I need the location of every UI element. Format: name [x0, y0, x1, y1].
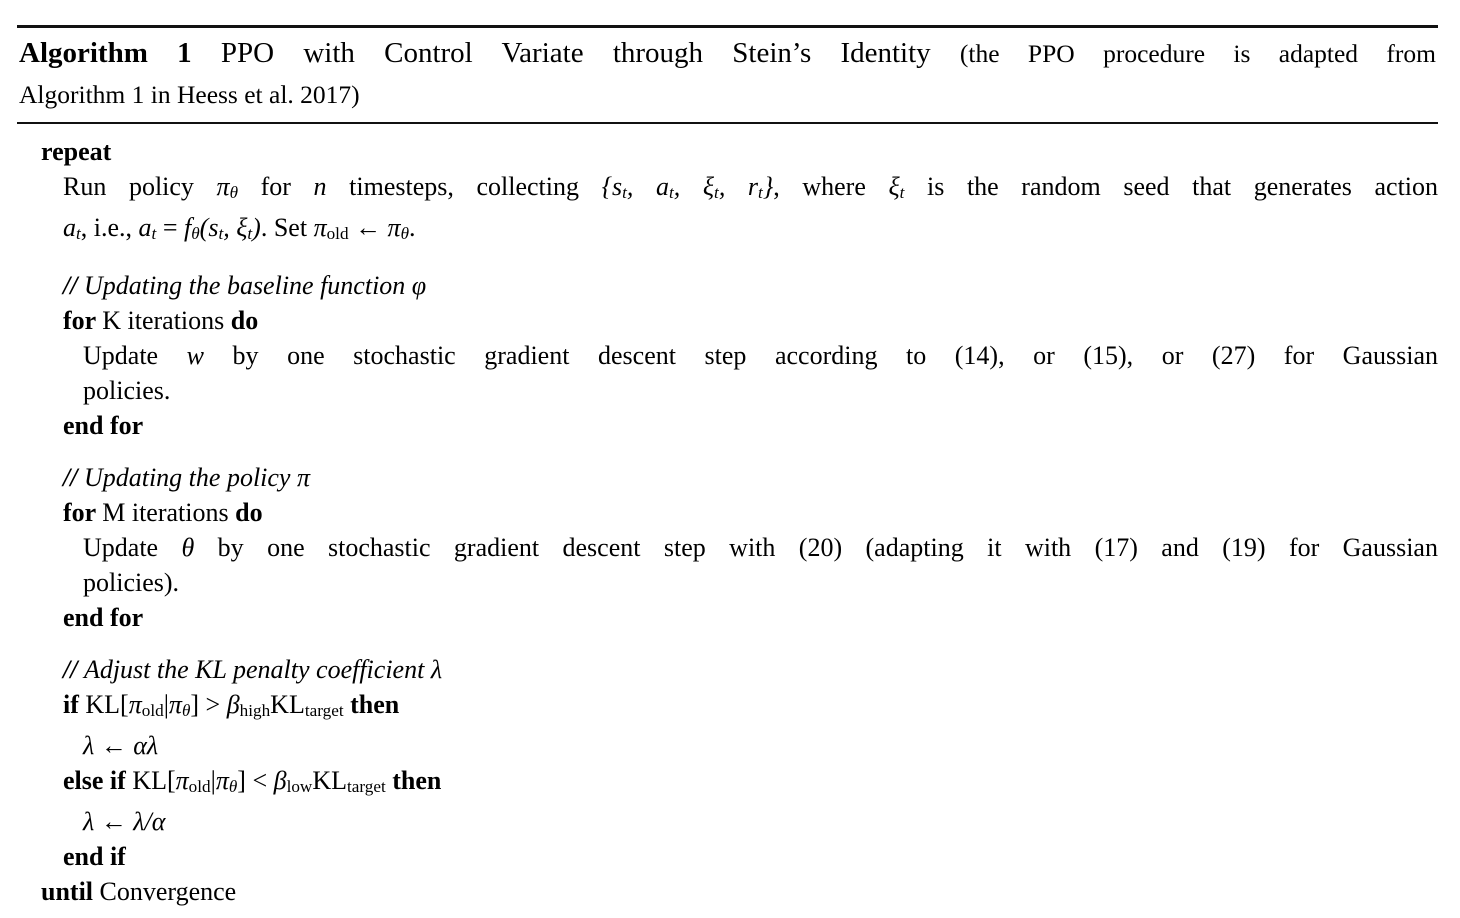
math-symbol: π	[387, 213, 401, 243]
math-symbol: }	[762, 172, 774, 201]
math-symbol: φ	[411, 271, 427, 301]
text-segment: //	[63, 271, 84, 301]
algo-line-6	[17, 338, 1438, 373]
text-segment: . Set	[260, 213, 314, 243]
math-symbol: t	[218, 224, 224, 244]
algo-line-12	[17, 565, 1438, 600]
math-subscript: old	[188, 777, 211, 797]
math-symbol: π	[128, 690, 142, 720]
algo-line-16	[17, 728, 1438, 763]
text-segment: then	[350, 690, 400, 720]
text-segment: do	[230, 306, 259, 336]
text-segment: do	[235, 498, 263, 528]
math-symbol: π	[175, 766, 189, 796]
text-segment: by one stochastic gradient descent step with (20) (adapting it with (17) and (19) for Gaussian	[194, 533, 1438, 563]
math-symbol: , a	[626, 172, 669, 201]
algo-line-13	[17, 600, 1438, 635]
math-symbol: , ξ	[223, 213, 248, 243]
math-symbol: t	[76, 224, 81, 244]
math-symbol: αλ	[133, 731, 159, 761]
math-symbol: π	[215, 766, 229, 796]
math-symbol: β	[273, 766, 287, 796]
text-segment: then	[392, 766, 442, 796]
text-segment: KL[	[85, 690, 129, 720]
text-segment: |	[210, 766, 216, 796]
text-segment: timesteps, collecting	[326, 172, 602, 201]
math-symbol: λ	[83, 807, 95, 837]
text-segment: end for	[63, 603, 144, 633]
text-segment: M iterations	[102, 498, 236, 528]
text-segment: KL[	[132, 766, 176, 796]
algo-line-15	[17, 687, 1438, 728]
math-symbol: )	[252, 213, 261, 243]
math-symbol: π	[216, 172, 230, 201]
text-segment: Convergence	[99, 877, 237, 907]
text-segment: (the PPO procedure is adapted from	[959, 39, 1436, 68]
text-segment: PPO with Control Variate through Stein’s Identity	[220, 37, 960, 69]
text-segment: is the random seed that generates action	[904, 172, 1439, 201]
algo-line-18	[17, 804, 1438, 839]
algo-line-17	[17, 763, 1438, 804]
algo-line-1	[17, 134, 1438, 169]
math-symbol: λ	[83, 731, 95, 761]
math-symbol: θ	[400, 224, 409, 244]
math-symbol: θ	[181, 533, 195, 563]
text-segment: Adjust the KL penalty coefficient	[83, 655, 431, 685]
math-symbol: t	[247, 224, 253, 244]
algorithm-title-line-2	[19, 74, 1436, 115]
algo-line-2	[17, 169, 1438, 210]
math-symbol: {s	[601, 172, 623, 201]
algo-line-3	[17, 210, 1438, 251]
text-segment: Updating the policy	[83, 463, 297, 493]
algo-line-9	[17, 460, 1438, 495]
algorithm-title-line-1	[19, 33, 1436, 74]
math-subscript: old	[326, 224, 349, 244]
algo-line-11	[17, 530, 1438, 565]
text-segment: =	[156, 213, 184, 243]
text-segment: ←	[94, 807, 134, 837]
algo-line-7	[17, 373, 1438, 408]
math-symbol: t	[899, 183, 905, 203]
text-segment: K iterations	[102, 306, 231, 336]
text-segment: for	[238, 172, 314, 201]
text-segment: if	[63, 690, 86, 720]
math-symbol: θ	[229, 183, 239, 203]
text-segment: end if	[63, 842, 126, 872]
math-symbol: t	[758, 183, 763, 203]
text-segment: ←	[94, 731, 134, 761]
math-symbol: w	[186, 341, 204, 371]
text-segment: |	[163, 690, 169, 720]
text-segment: Updating the baseline function	[83, 271, 412, 301]
math-symbol: t	[151, 224, 157, 244]
math-symbol: a	[138, 213, 152, 243]
algo-line-5	[17, 303, 1438, 338]
text-segment: Algorithm 1	[19, 37, 221, 69]
algo-line-14	[17, 652, 1438, 687]
text-segment: by one stochastic gradient descent step according to (14), or (15), or (27) for Gaussian	[203, 341, 1438, 371]
math-symbol: t	[714, 183, 719, 203]
text-segment: for	[63, 306, 103, 336]
text-segment: policies.	[83, 376, 171, 406]
text-segment: ] <	[237, 766, 274, 796]
math-symbol: ξ	[888, 172, 900, 201]
math-subscript: target	[304, 701, 344, 721]
text-segment: for	[63, 498, 103, 528]
text-segment: repeat	[41, 137, 112, 166]
math-symbol: a	[63, 213, 76, 243]
math-symbol: β	[226, 690, 240, 720]
text-segment: KL	[312, 766, 347, 796]
algo-line-20	[17, 874, 1438, 909]
text-segment: Update	[83, 341, 187, 371]
text-segment: Algorithm 1 in Heess et al. 2017)	[19, 80, 360, 109]
text-segment: //	[63, 463, 84, 493]
algorithm-title	[17, 28, 1438, 122]
text-segment: Update	[83, 533, 182, 563]
text-segment: until	[41, 877, 100, 907]
text-segment: ] >	[190, 690, 227, 720]
math-symbol: π	[313, 213, 327, 243]
algorithm-figure	[17, 25, 1438, 918]
text-segment: policies).	[83, 568, 180, 598]
text-segment: KL	[270, 690, 305, 720]
text-segment: , i.e.,	[80, 213, 139, 243]
math-symbol: , ξ	[673, 172, 715, 201]
math-subscript: target	[346, 777, 386, 797]
algorithm-body	[17, 124, 1438, 918]
math-symbol: t	[622, 183, 627, 203]
math-symbol: θ	[181, 701, 191, 721]
math-symbol: n	[313, 172, 327, 201]
math-symbol: λ/α	[133, 807, 166, 837]
math-symbol: π	[168, 690, 182, 720]
algo-line-19	[17, 839, 1438, 874]
math-subscript: low	[286, 777, 313, 797]
math-symbol: f	[184, 213, 192, 243]
math-subscript: old	[141, 701, 164, 721]
algo-line-4	[17, 268, 1438, 303]
math-symbol: (s	[199, 213, 219, 243]
text-segment: , where	[773, 172, 889, 201]
math-symbol: θ	[228, 777, 238, 797]
math-symbol: π	[296, 463, 310, 493]
algo-line-10	[17, 495, 1438, 530]
text-segment: else if	[63, 766, 133, 796]
text-segment: //	[63, 655, 84, 685]
text-segment: ←	[348, 213, 388, 243]
math-subscript: high	[239, 701, 271, 721]
text-segment: .	[409, 213, 416, 243]
text-segment: end for	[63, 411, 144, 441]
text-segment: Run policy	[63, 172, 217, 201]
math-symbol: λ	[430, 655, 443, 685]
math-symbol: θ	[191, 224, 200, 244]
math-symbol: t	[669, 183, 674, 203]
algo-line-8	[17, 408, 1438, 443]
math-symbol: , r	[718, 172, 759, 201]
